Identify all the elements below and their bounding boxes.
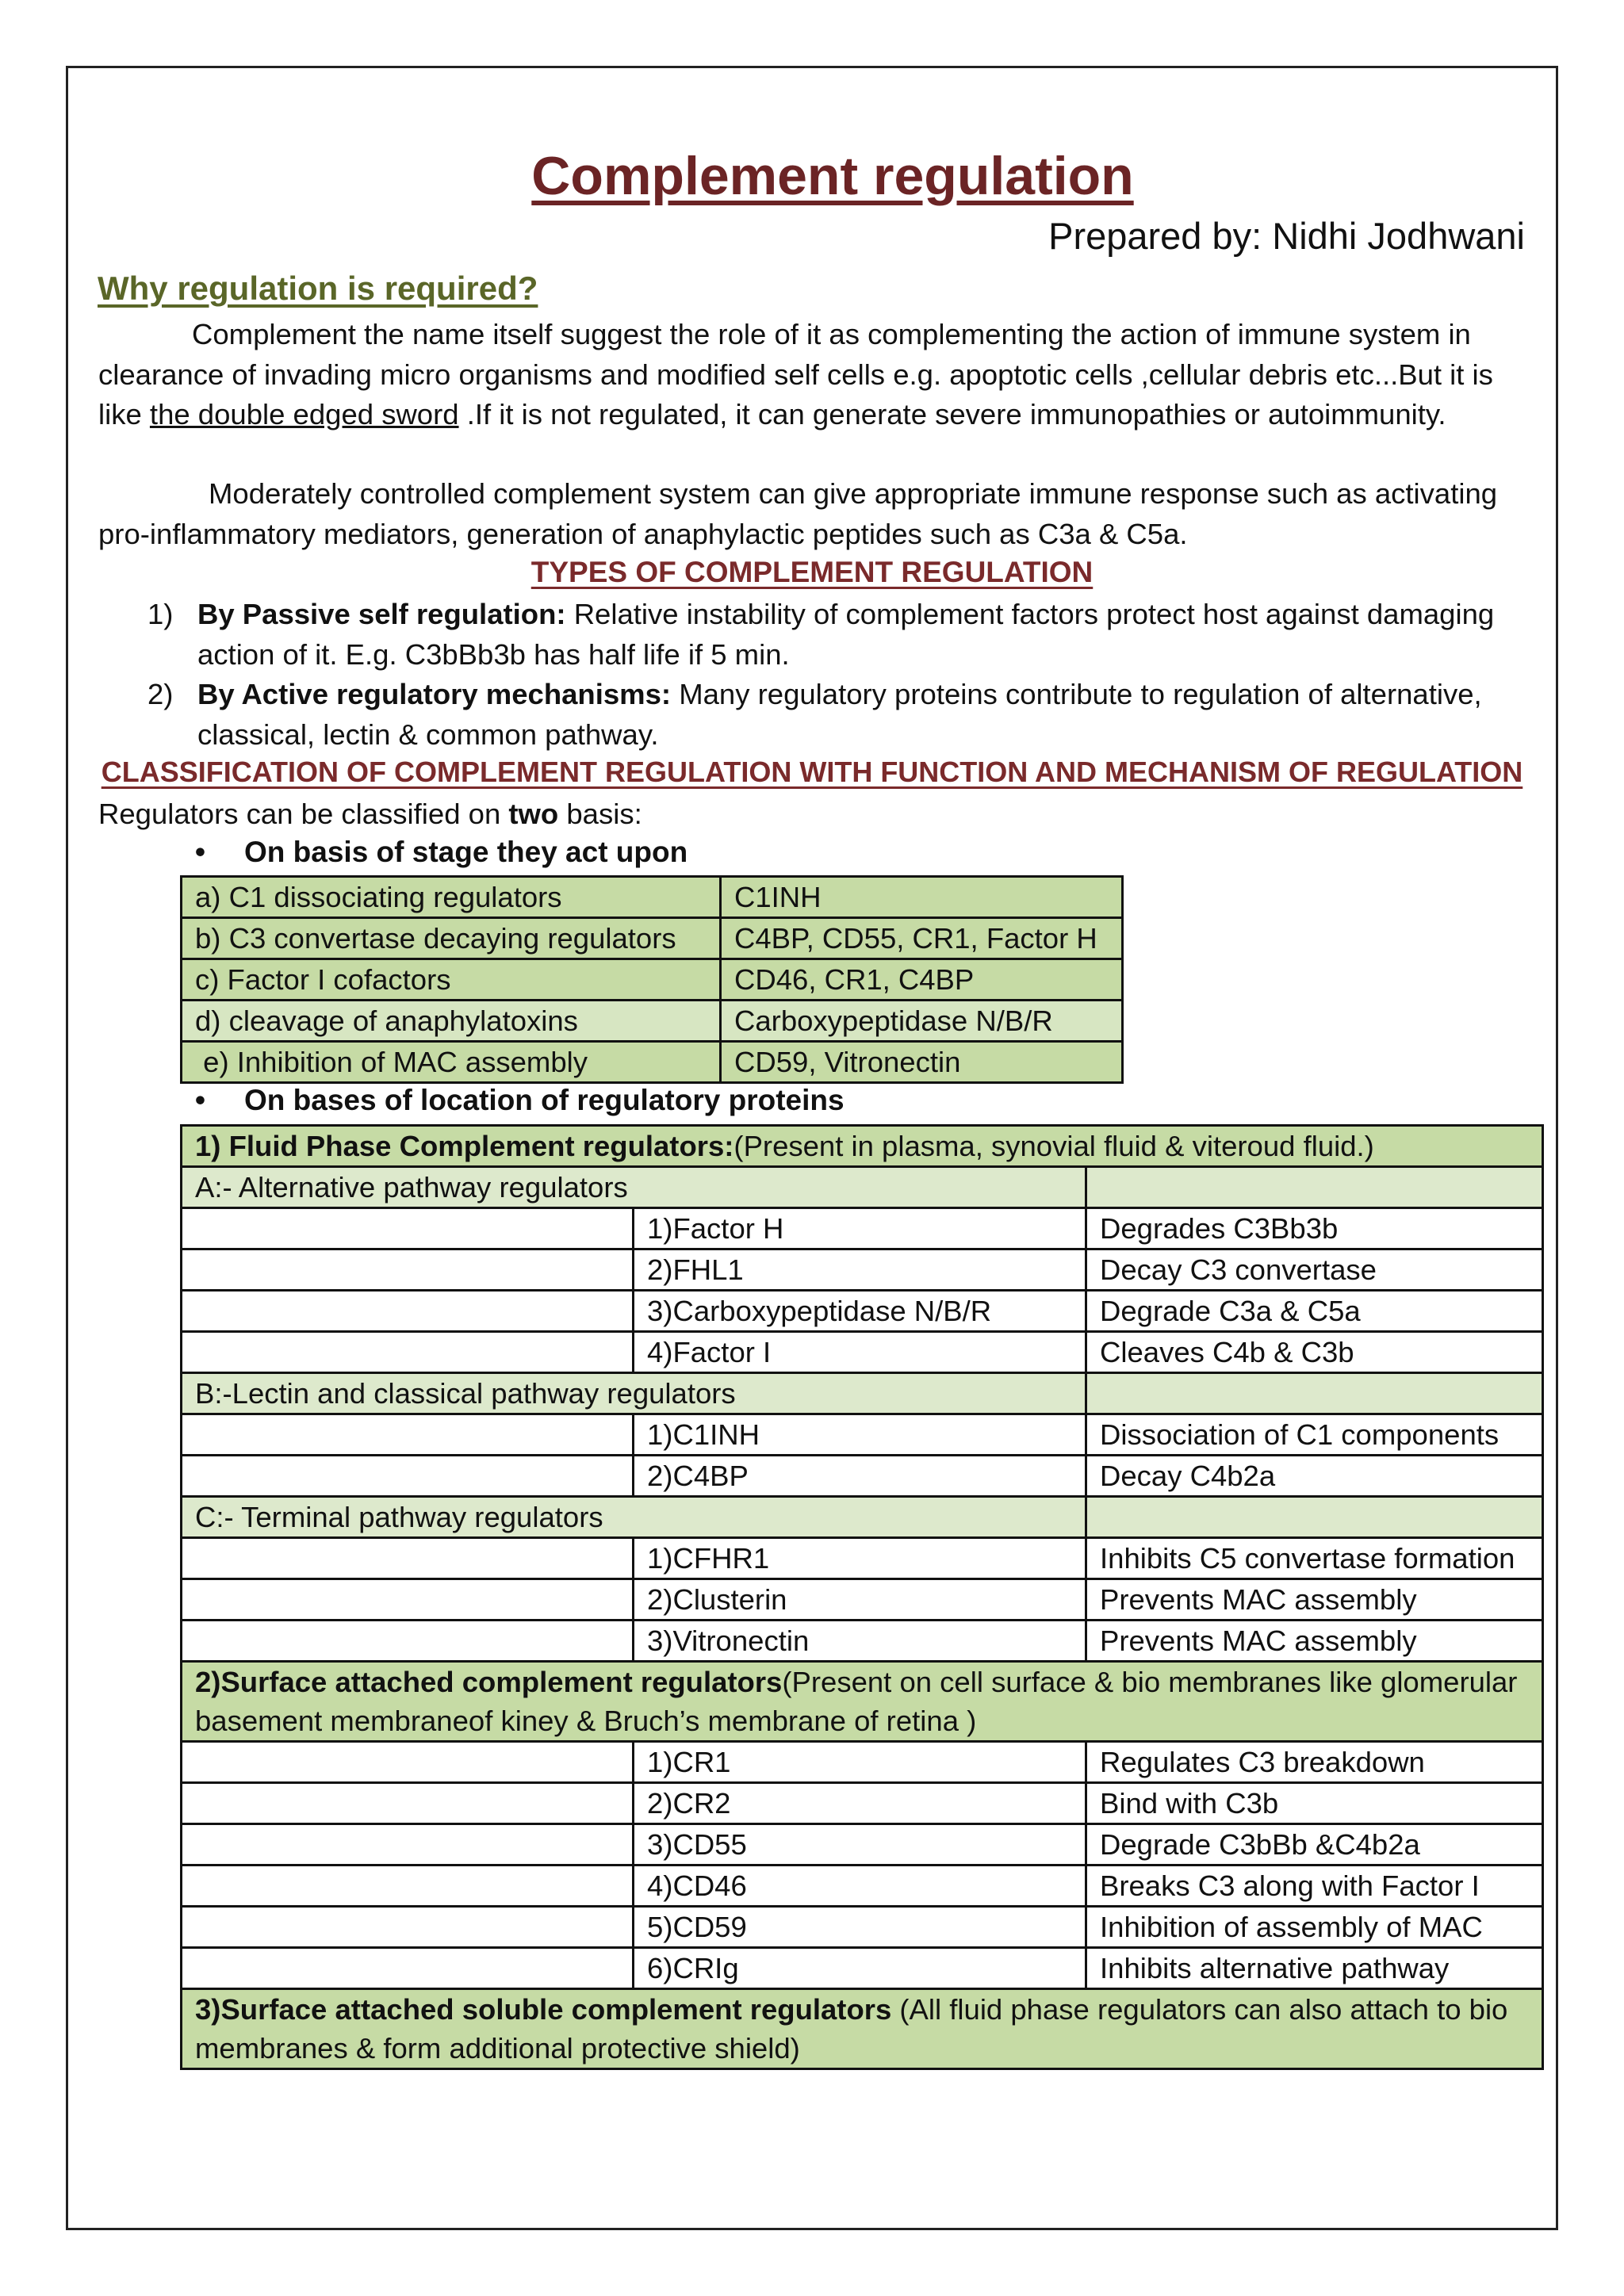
terminal-pathway-header: C:- Terminal pathway regulators	[182, 1497, 1543, 1538]
alternative-pathway-header: A:- Alternative pathway regulators	[182, 1167, 1543, 1208]
table-row: 2)Clusterin Prevents MAC assembly	[182, 1579, 1543, 1621]
bullet-stage: • On basis of stage they act upon	[195, 836, 688, 868]
table-row: e) Inhibition of MAC assembly CD59, Vitronectin	[182, 1042, 1123, 1083]
table-row: d) cleavage of anaphylatoxins Carboxypeptidase N/B/R	[182, 1001, 1123, 1042]
type-item-1: 1) By Passive self regulation: Relative instability of complement factors protect host against damaging action of it. E.g. C3bBb3b has half life if 5 min.	[147, 598, 1495, 671]
table-row: c) Factor I cofactors CD46, CR1, C4BP	[182, 959, 1123, 1001]
table-row: 1)CR1 Regulates C3 breakdown	[182, 1742, 1543, 1783]
intro-paragraph: Complement the name itself suggest the role of it as complementing the action of immune system in clearance of invading micro organisms and modified self cells e.g. apoptotic cells ,cellular debris etc...But it is like the double edged sword .If it is not regulated, it can generate severe immunopathies or autoimmunity.	[98, 318, 1493, 430]
table-row: 3)CD55 Degrade C3bBb &C4b2a	[182, 1824, 1543, 1866]
stage-table	[180, 875, 1124, 1084]
bullet-dot-icon: •	[195, 836, 205, 868]
table-row: 4)Factor I Cleaves C4b & C3b	[182, 1332, 1543, 1373]
why-heading: Why regulation is required?	[98, 270, 538, 307]
surface-attached-header: 2)Surface attached complement regulators(Present on cell surface & bio membranes like glomerular basement membraneof kiney & Bruch’s membrane of retina )	[182, 1662, 1543, 1742]
soluble-regulators-header: 3)Surface attached soluble complement regulators (All fluid phase regulators can also attach to bio membranes & form additional protective shield)	[182, 1989, 1543, 2069]
second-paragraph: Moderately controlled complement system can give appropriate immune response such as activating pro-inflammatory mediators, generation of anaphylactic peptides such as C3a & C5a.	[98, 477, 1498, 550]
table-row: 1)Factor H Degrades C3Bb3b	[182, 1208, 1543, 1249]
table-row: 5)CD59 Inhibition of assembly of MAC	[182, 1907, 1543, 1948]
table-row: 3)Vitronectin Prevents MAC assembly	[182, 1621, 1543, 1662]
table-row: 1)CFHR1 Inhibits C5 convertase formation	[182, 1538, 1543, 1579]
table-row: 6)CRIg Inhibits alternative pathway	[182, 1948, 1543, 1989]
bullet-location: • On bases of location of regulatory proteins	[195, 1084, 845, 1116]
table-row: 2)CR2 Bind with C3b	[182, 1783, 1543, 1824]
bullet-dot-icon: •	[195, 1084, 205, 1116]
table-row: 2)FHL1 Decay C3 convertase	[182, 1249, 1543, 1291]
table-row: b) C3 convertase decaying regulators C4BP, CD55, CR1, Factor H	[182, 918, 1123, 959]
classification-heading: CLASSIFICATION OF COMPLEMENT REGULATION WITH FUNCTION AND MECHANISM OF REGULATION	[101, 756, 1523, 788]
table-row: 1)C1INH Dissociation of C1 components	[182, 1414, 1543, 1456]
table-row: 4)CD46 Breaks C3 along with Factor I	[182, 1866, 1543, 1907]
classification-intro: Regulators can be classified on two basis:	[98, 798, 642, 830]
table-row: a) C1 dissociating regulators C1INH	[182, 877, 1123, 918]
lectin-pathway-header: B:-Lectin and classical pathway regulators	[182, 1373, 1543, 1414]
double-edged-sword-phrase: the double edged sword	[149, 398, 459, 430]
page-title: Complement regulation	[531, 146, 1134, 206]
fluid-phase-header: 1) Fluid Phase Complement regulators:(Present in plasma, synovial fluid & viteroud fluid.)	[182, 1126, 1543, 1167]
location-table	[180, 1124, 1544, 2070]
author-line: Prepared by: Nidhi Jodhwani	[1048, 215, 1525, 257]
type-item-2: 2) By Active regulatory mechanisms: Many regulatory proteins contribute to regulation of alternative, classical, lectin & common pathway.	[147, 678, 1482, 751]
table-row: 3)Carboxypeptidase N/B/R Degrade C3a & C5a	[182, 1291, 1543, 1332]
types-heading: TYPES OF COMPLEMENT REGULATION	[530, 556, 1094, 588]
table-row: 2)C4BP Decay C4b2a	[182, 1456, 1543, 1497]
